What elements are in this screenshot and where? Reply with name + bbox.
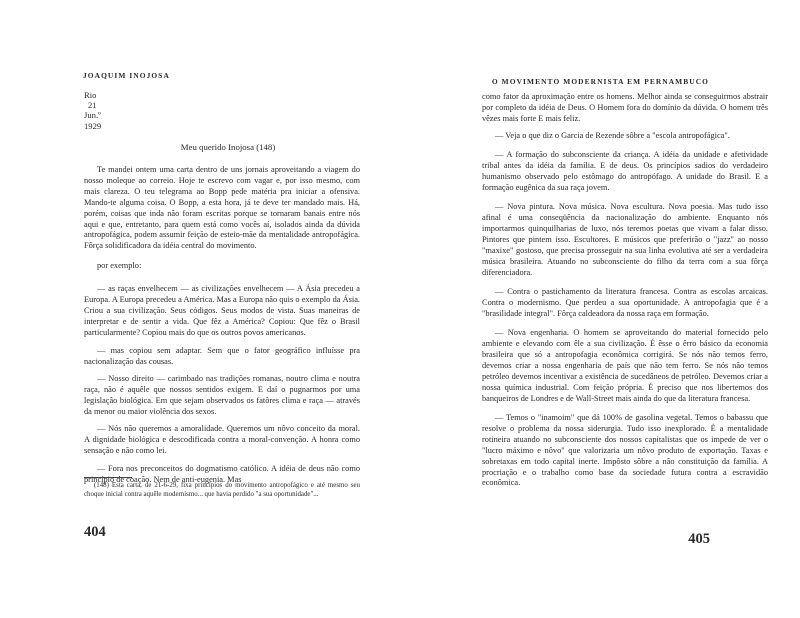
paragraph: — Nova engenharia. O homem se aproveitando do material fornecido pelo ambiente e elevando com êle a sua civilização. É êsse o êrro básico da economia brasileira que só a antropofagia econômica corrigirá. Se nós não temos ferro, devemos criar a nossa engenharia de país que não tem ferro. Se nós não temos petróleo devemos incentivar a existência de sucedâneos de petróleo. Devemos criar a nossa química industrial. Com feição própria. É preciso que nos libertemos dos banqueiros de Londres e de Wall-Street mais ainda do que da literatura francesa. [482, 327, 768, 403]
page-number-left: 404 [84, 524, 106, 540]
running-head-left: JOAQUIM INOJOSA [83, 71, 170, 80]
paragraph: — Nova pintura. Nova música. Nova escultura. Nova poesia. Mas tudo isso afinal é uma conseqüência da nacionalização do ambiente. Enquanto nós importarmos quinquilharias de luxo, nós teremos poetas que vivam a falar disso. Pintores que pintem isso. Escultores. E músicos que preferirão o "jazz" ao nosso "maxixe" gostoso, que precisa prosseguir na sua linha evolutiva até ser a verdadeira música brasileira. Atuando no subconsciente do filho da terra com a sua fôrça diferenciadora. [482, 202, 768, 277]
paragraph: — as raças envelhecem — as civilizações envelhecem — A Ásia precedeu a Europa. A Europa precedeu a América. Mas a Europa não quis o exemplo da Ásia. Criou a sua civilização. Seus códigos. Seus modos de vista. Suas maneiras de interpretar e de sentir a vida. Que fêz a América? Copiou: Que fêz o Brasil particularmente? Copiou mais do que os outros povos americanos. [84, 284, 360, 338]
date-month: Jun.º [84, 110, 101, 121]
paragraph: Te mandei ontem uma carta dentro de uns jornais aproveitando a viagem do nosso moleque ao correio. Hoje te escrevo com vagar e, por isso mesmo, com mais clareza. O teu telegrama ao Bopp pede matéria pra iniciar a ofensiva. Mando-te alguma coisa. O Bopp, a esta hora, já te deve ter mandado mais. Há, porém, coisas que inda não foram escritas porque se tornaram banais entre nós aqui e que, entretanto, para quem está como vocês aí, isolados ainda da dúvida antropofágica, podem assumir feição de esteio-mãe da mentalidade antropofágica. Fôrça solidificadora da idéia central do movimento. [84, 164, 360, 251]
paragraph: — Temos o "inamoim" que dá 100% de gasolina vegetal. Temos o babassu que resolve o problema da nossa siderurgia. Tudo isso inexplorado. É a mentalidade rotineira atuando no subconsciente dos nossos capitalistas que os impede de ver o "lucro máximo e nôvo" que valorizaria um nôvo produto de exportação. Taxas e sobretaxas em todo capital inerte. Impôsto sôbre a não constituição da família. A procriação e o trabalho como base da sociedade futura contra a escravidão econômica. [482, 412, 768, 488]
letter-salutation: Meu querido Inojosa (148) [180, 141, 276, 152]
running-head-right: O MOVIMENTO MODERNISTA EM PERNAMBUCO [491, 77, 709, 86]
footnote: (148) Esta carta, de 21-6-29, fixa princípios do movimento antropofágico e até mesmo seu choque inicial contra aquêle modernismo... que havia perdido "a sua oportunidade"... [84, 482, 360, 498]
paragraph: — Nós não queremos a amoralidade. Queremos um nôvo conceito da moral. A dignidade biológica e descodificada contra a moral-convenção. A honra como sensação e não como lei. [84, 424, 360, 456]
paragraph: — Contra o pastichamento da literatura francesa. Contra as escolas arcaicas. Contra o modernismo. Que perdeu a sua oportunidade. A antropofagia que é a "brasilidade integral". Fôrça caldeadora da nossa raça em formação. [482, 286, 768, 318]
date-year: 1929 [84, 120, 102, 131]
paragraph: como fator da aproximação entre os homens. Melhor ainda se conseguirmos abstrair por completo da idéia de Deus. O Homem fora do domínio da dúvida. O homem três vêzes mais forte E mais feliz. [482, 92, 768, 123]
date-place: Rio [84, 90, 97, 100]
letter-date [84, 90, 360, 131]
paragraph: — mas copiou sem adaptar. Sem que o fator geográfico influísse pra nacionalização das cousas. [84, 345, 360, 366]
paragraph: — Fora nos preconceitos do dogmatismo católico. A idéia de deus não como princípio de coação. Nem de anti-eugenia. Mas [84, 463, 360, 484]
page-number-right: 405 [688, 531, 710, 547]
right-page [400, 0, 800, 618]
date-day: 21 [88, 100, 97, 111]
paragraph: — A formação do subconsciente da criança. A idéia da unidade e afetividade tribal antes da idéia da família. E de deus. Os princípios sadios do verdadeiro humanismo observado pelo estômago do antropófago. A unidade do Brasil. E a formação eugênica da sua raça jovem. [482, 150, 768, 192]
footnote-rule [84, 477, 132, 478]
paragraph: — Nosso direito — carimbado nas tradições romanas, noutro clima e noutra raça, não é aquêle que nossos sentidos exigem. E daí o pugnarmos por uma legislação biológica. Em que sejam observados os fatôres clima e raça — através da menor ou maior violência dos sexos. [84, 374, 360, 416]
paragraph: por exemplo: [97, 261, 142, 271]
left-text-column [84, 90, 360, 492]
right-text-column [482, 92, 768, 498]
paragraph: — Veja o que diz o Garcia de Rezende sôbre a "escola antropofágica". [495, 130, 730, 140]
